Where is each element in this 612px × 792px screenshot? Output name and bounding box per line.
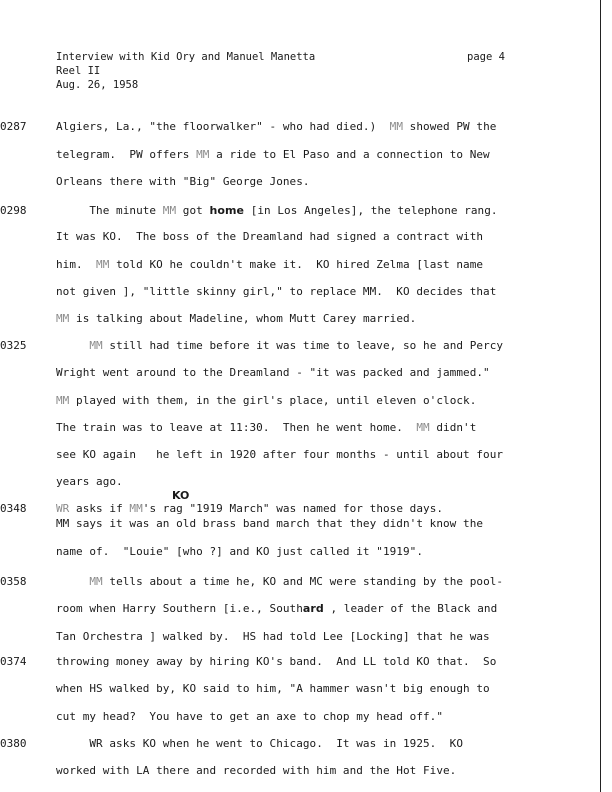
line-text: told KO he couldn't make it. KO hired Zelma [last name [109,258,484,271]
line-text: MM [196,148,210,161]
line-text [56,339,89,352]
margin-number: 0325 [0,339,27,352]
line-text: a ride to El Paso and a connection to New [209,148,490,161]
line-text: see KO again he left in 1920 after four months - until about four [56,448,504,461]
transcript-line [56,737,463,751]
transcript-line [56,630,490,644]
handwritten-correction: home [209,204,245,217]
margin-number: 0287 [0,120,27,133]
transcript-line [56,710,443,724]
line-text: MM [89,575,103,588]
transcript-line [56,148,490,162]
scan-edge-line [600,0,601,792]
line-text: worked with LA there and recorded with him and the Hot Five. [56,764,457,777]
line-text: name of. "Louie" [who ?] and KO just called it "1919". [56,545,423,558]
transcript-line [56,204,498,218]
line-text: The train was to leave at 11:30. Then he went home. [56,421,417,434]
transcript-line [56,448,503,462]
line-text: , leader of the Black and [323,602,498,615]
margin-number: 0358 [0,575,27,588]
handwritten-annotation: KO [172,489,190,502]
line-text: Wright went around to the Dreamland - "it was packed and jammed." [56,366,490,379]
line-text: still had time before it was time to leave, so he and Percy [102,339,504,352]
transcript-line [56,655,496,669]
transcript-line [56,394,476,408]
line-text: The minute [56,204,163,217]
transcript-line [56,120,496,134]
line-text: 's rag "1919 March" was named for those days. [142,502,444,515]
line-text: Tan Orchestra ] walked by. HS had told Lee [Locking] that he was [56,630,490,643]
transcript-line [56,475,123,489]
transcript-line [56,502,443,516]
line-text: MM [96,258,110,271]
header-reel: Reel II [56,65,101,77]
handwritten-correction: ard [302,602,324,615]
transcript-line [56,602,497,616]
line-text: WR asks KO when he went to Chicago. It was in 1925. KO [56,737,464,750]
header-date: Aug. 26, 1958 [56,79,139,91]
line-text: WR [56,502,70,515]
line-text: didn't [429,421,477,434]
line-text: played with them, in the girl's place, until eleven o'clock. [69,394,477,407]
transcript-line [56,682,490,696]
transcript-line [56,312,416,326]
line-text: asks if [69,502,130,515]
line-text: years ago. [56,475,123,488]
transcript-line [56,175,310,189]
line-text: cut my head? You have to get an axe to chop my head off." [56,710,444,723]
line-text: got [176,204,210,217]
line-text: is talking about Madeline, whom Mutt Carey married. [69,312,417,325]
transcript-line [56,366,490,380]
line-text: telegram. PW offers [56,148,197,161]
transcript-line [56,545,423,559]
transcript-line [56,517,483,531]
line-text: MM [89,339,103,352]
transcript-line [56,575,503,589]
transcript-line [56,285,496,299]
header-page-number: page 4 [467,51,505,63]
line-text: It was KO. The boss of the Dreamland had signed a contract with [56,230,484,243]
margin-number: 0348 [0,502,27,515]
line-text: MM [389,120,403,133]
line-text: MM [162,204,177,217]
line-text: Algiers, La., "the floorwalker" - who had died.) [56,120,390,133]
line-text: showed PW the [403,120,497,133]
line-text: MM [56,394,70,407]
margin-number: 0374 [0,655,27,668]
line-text: him. [56,258,97,271]
line-text: room when Harry Southern [i.e., South [56,602,303,615]
header-title: Interview with Kid Ory and Manuel Manetta [56,51,316,63]
transcript-line [56,764,456,778]
line-text: MM [56,312,70,325]
transcript-line [56,339,503,353]
margin-number: 0298 [0,204,27,217]
line-text: not given ], "little skinny girl," to replace MM. KO decides that [56,285,497,298]
transcript-line [56,258,483,272]
transcript-line [56,230,483,244]
line-text: tells about a time he, KO and MC were standing by the pool- [102,575,504,588]
line-text: MM says it was an old brass band march that they didn't know the [56,517,484,530]
line-text: throwing money away by hiring KO's band. And LL told KO that. So [56,655,497,668]
line-text: MM [129,502,143,515]
transcript-line [56,421,476,435]
line-text [56,575,89,588]
margin-number: 0380 [0,737,27,750]
line-text: Orleans there with "Big" George Jones. [56,175,310,188]
line-text: MM [416,421,430,434]
line-text: [in Los Angeles], the telephone rang. [244,204,498,217]
line-text: when HS walked by, KO said to him, "A hammer wasn't big enough to [56,682,490,695]
